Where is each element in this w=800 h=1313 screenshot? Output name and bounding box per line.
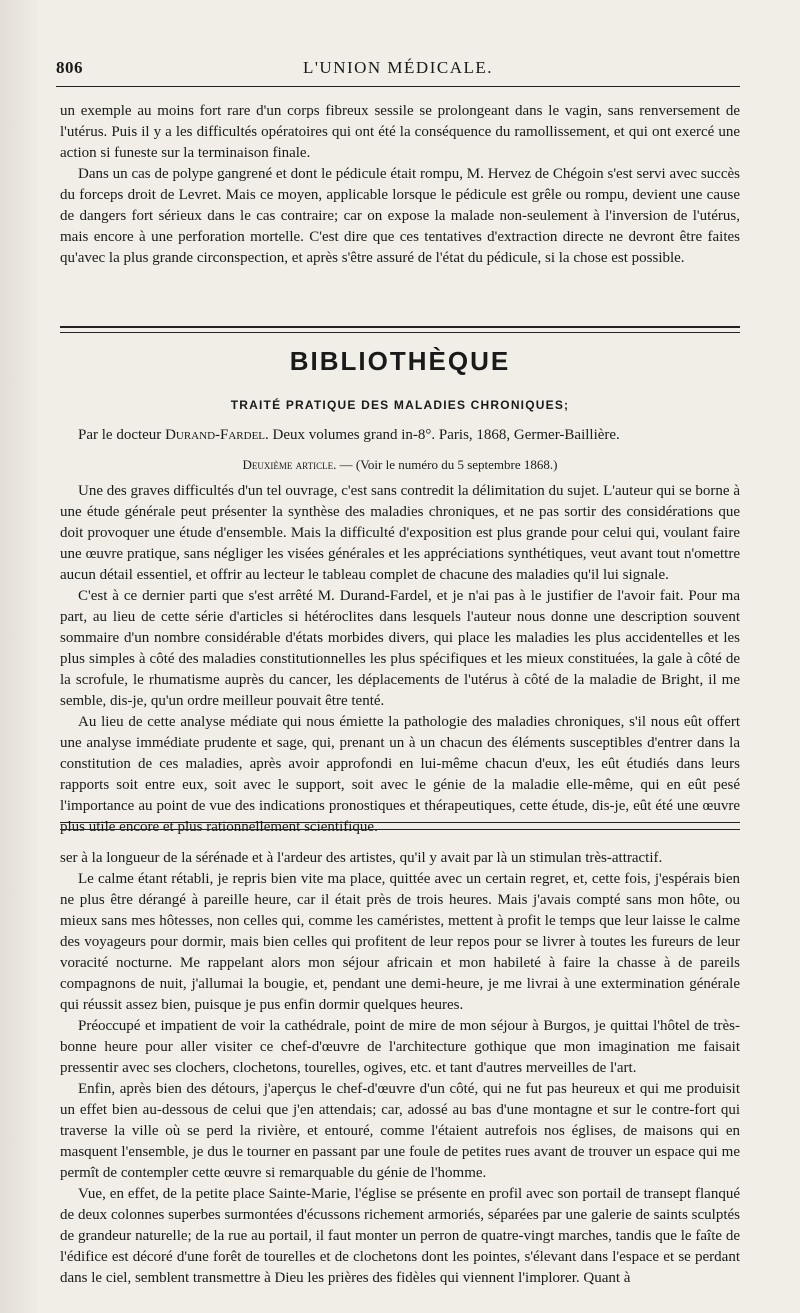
paragraph: C'est à ce dernier parti que s'est arrêté M. Durand-Fardel, et je n'ai pas à le justifier de l'avoir fait. Pour ma part, au lieu de cette série d'articles si hétéroclites dans lesquels l'auteur nous donne une description souvent sommaire d'un nombre considérable d'états morbides divers, qui place les maladies les plus accidentelles et les plus simples à côté des maladies constitutionnelles les plus spécifiques et les mieux constituées, la gale à côté de la scrofule, le rhumatisme auprès du cancer, les déplacements de l'utérus à côté de la maladie de Bright, il me semble, dis-je, qu'un ordre meilleur pouvait être tenté. [60, 588, 740, 709]
paragraph: Enfin, après bien des détours, j'aperçus le chef-d'œuvre d'un côté, qui ne fut pas heureux et qui me produisit un effet bien au-dessous de celui que j'en attendais; car, adossé au bas d'une montagne et sur le contre-fort qui traverse la ville où se perd la rivière, et entouré, comme l'étaient autrefois nos églises, de maisons qui en masquent l'ensemble, je dus le tourner en passant par une foule de petites rues avant de trouver un espace qui me permît de contempler cette œuvre si remarquable du génie de l'homme. [60, 1081, 740, 1181]
section-divider [60, 326, 740, 333]
top-article-continuation [60, 101, 740, 269]
article-reference: — (Voir le numéro du 5 septembre 1868.) [336, 457, 558, 472]
paragraph: Vue, en effet, de la petite place Sainte-Marie, l'église se présente en profil avec son portail de transept flanqué de deux colonnes superbes surmontées d'écussons richement armoriés, séparées par une galerie de saints sculptés de grandeur naturelle; de la rue au portail, il faut monter un perron de quatre-vingt marches, tandis que le faîte de l'édifice est décoré d'une forêt de tourelles et de clochetons dont les pointes, s'élevant dans l'espace et se perdant dans le ciel, semblent transmettre à Dieu les prières des fidèles qui viennent l'implorer. Quant à [60, 1186, 740, 1286]
article-note [60, 454, 740, 475]
header-rule [56, 86, 740, 87]
feuilleton-rule-top [60, 822, 740, 823]
paragraph: Une des graves difficultés d'un tel ouvrage, c'est sans contredit la délimitation du sujet. L'auteur qui se borne à une étude générale peut présenter la synthèse des maladies chroniques, et ne pas sortir des considérations que doit provoquer une étude d'ensemble. Mais la difficulté d'exposition est plus grande pour celui qui, voulant faire une œuvre pratique, sans négliger les visées générales et les appréciations synthétiques, veut avant tout n'omettre aucun détail essentiel, et offrir au lecteur le tableau complet de chacune des maladies qu'il lui signale. [60, 483, 740, 583]
page-number: 806 [56, 58, 83, 77]
article-label: Deuxième article. [242, 457, 337, 472]
paragraph: Le calme étant rétabli, je repris bien vite ma place, quittée avec un certain regret, et, cette fois, j'espérais bien ne plus être dérangé à pareille heure, car il était près de trois heures. Mais j'avais compté sans mon hôte, ou mieux sans mes hôtesses, non celles qui, comme les caméristes, mettent à profit le temps que leur laisse le calme des voyageurs pour dormir, mais bien celles qui profitent de leur repos pour se livrer à toutes les fureurs de leur voracité nocturne. Me rappelant alors mon séjour africain et mon habileté à faire la chasse à de pareils compagnons de nuit, j'allumai la bougie, et, pendant une demi-heure, je me livrai à une extermination générale qui réussit assez bien, puisque je pus enfin dormir quelques heures. [60, 871, 740, 1013]
paragraph: Au lieu de cette analyse médiate qui nous émiette la pathologie des maladies chroniques, s'il nous eût offert une analyse immédiate prudente et sage, qui, prenant un à un chacun des éléments susceptibles d'entrer dans la constitution de ces maladies, après avoir approfondi en lui-même chacun d'eux, les eût étudiés dans leurs rapports soit entre eux, soit avec le support, soit avec le génie de la maladie elle-même, qui en eût pesé l'importance au point de vue des indications pronostiques et thérapeutiques, cette étude, dis-je, eût été une œuvre plus utile encore et plus rationnellement scientifique. [60, 714, 740, 835]
paragraph: un exemple au moins fort rare d'un corps fibreux sessile se prolongeant dans le vagin, sans renversement de l'utérus. Puis il y a les difficultés opératoires qui ont été la conséquence du ramollissement, et qui ont exercé une action si funeste sur la terminaison finale. [60, 103, 740, 161]
page-header [56, 58, 740, 82]
paragraph: Préoccupé et impatient de voir la cathédrale, point de mire de mon séjour à Burgos, je quittai l'hôtel de très-bonne heure pour aller visiter ce chef-d'œuvre de l'architecture gothique que mon imagination me faisait pressentir avec ses clochers, clochetons, tourelles, ogives, etc. et tant d'autres merveilles de l'art. [60, 1018, 740, 1076]
section-title: BIBLIOTHÈQUE [289, 346, 511, 376]
byline-author: Durand-Fardel [165, 427, 266, 443]
running-title: L'UNION MÉDICALE. [302, 58, 494, 77]
paragraph: ser à la longueur de la sérénade et à l'ardeur des artistes, qu'il y avait par là un stimulan très-attractif. [60, 850, 663, 866]
feuilleton-text [60, 848, 740, 1289]
byline-suffix: . Deux volumes grand in-8°. Paris, 1868, Germer-Baillière. [265, 427, 620, 443]
page-gutter-shadow [0, 0, 38, 1313]
paragraph: Dans un cas de polype gangrené et dont le pédicule était rompu, M. Hervez de Chégoin s'est servi avec succès du forceps droit de Levret. Mais ce moyen, applicable lorsque le pédicule est grêle ou rompu, devient une cause de dangers fort sérieux dans le cas contraire; car on expose la malade non-seulement à l'inversion de l'utérus, mais encore à une perforation mortelle. C'est dire que ces tentatives d'extraction directe ne devront être faites qu'avec la plus grande circonspection, et après s'être assuré de l'état du pédicule, si la chose est possible. [60, 166, 740, 266]
review-title: TRAITÉ PRATIQUE DES MALADIES CHRONIQUES; [230, 398, 570, 412]
review-body [60, 481, 740, 838]
review-byline [60, 425, 740, 446]
byline-prefix: Par le docteur [78, 427, 166, 443]
feuilleton-rule-bottom [60, 829, 740, 830]
